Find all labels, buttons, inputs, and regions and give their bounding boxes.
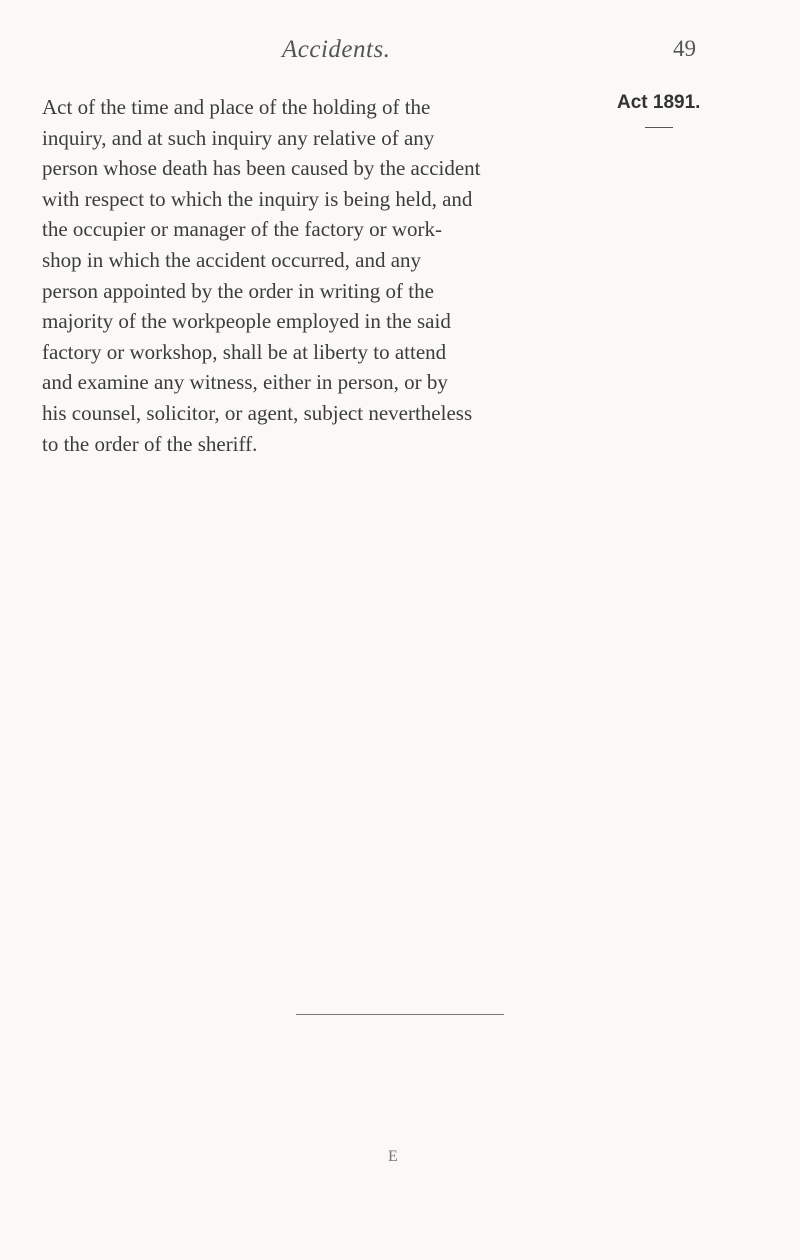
body-line: his counsel, solicitor, or agent, subject nevertheless [42, 400, 473, 425]
body-line: Act of the time and place of the holding of the [42, 95, 431, 119]
running-head [0, 36, 800, 66]
body-line: to the order of the sheriff. [42, 431, 258, 456]
body-line: the occupier or manager of the factory or work- [42, 217, 442, 242]
body-line: person appointed by the order in writing of the [42, 278, 434, 303]
body-line: and examine any witness, either in person, or by [42, 370, 448, 395]
page-number: 49 [673, 36, 696, 61]
body-line: with respect to which the inquiry is being held, and [42, 186, 473, 211]
margin-note: Act 1891. [617, 92, 701, 113]
running-title: Accidents. [282, 36, 391, 63]
body-line: shop in which the accident occurred, and any [42, 247, 422, 272]
signature-mark: E [388, 1148, 398, 1165]
body-line: factory or workshop, shall be at liberty to attend [42, 339, 447, 364]
body-line: majority of the workpeople employed in the said [42, 309, 451, 334]
body-line: person whose death has been caused by the accident [42, 156, 481, 181]
margin-note-rule [645, 127, 673, 128]
body-line: inquiry, and at such inquiry any relative of any [42, 125, 435, 150]
section-divider [296, 1014, 504, 1015]
body-paragraph [42, 92, 612, 459]
